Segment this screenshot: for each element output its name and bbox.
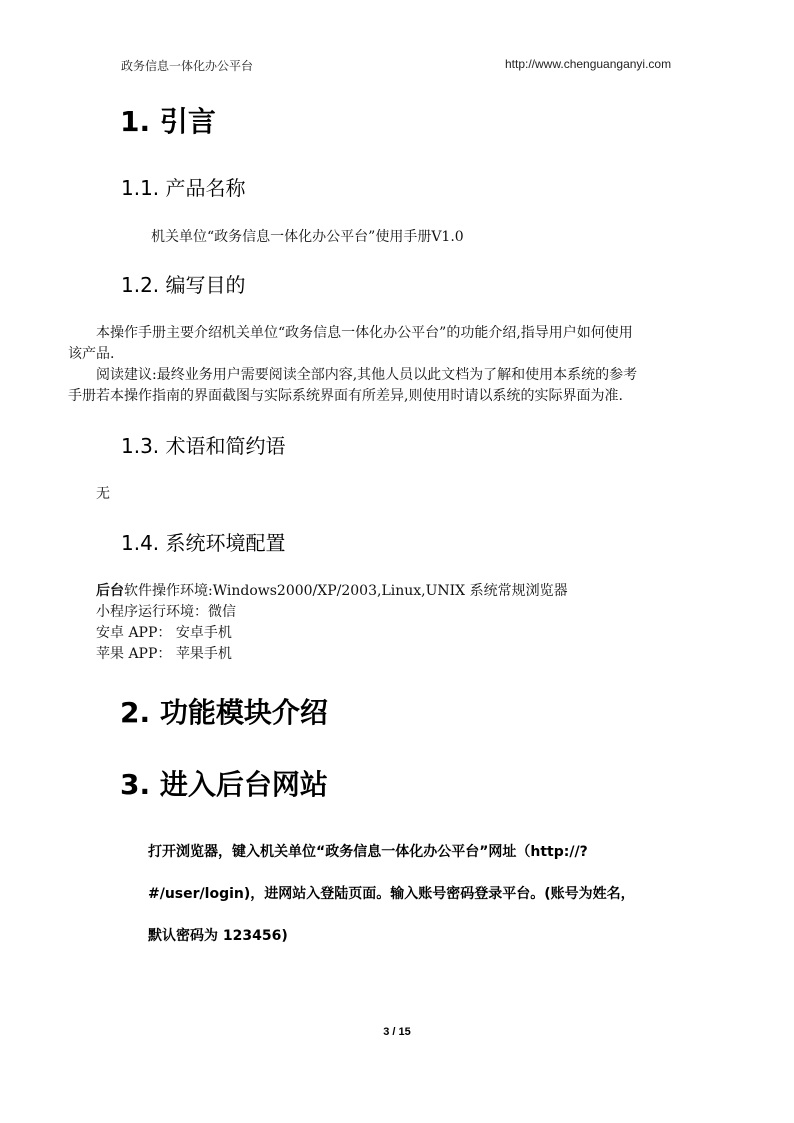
enter-site-line-1: 打开浏览器，键入机关单位“政务信息一体化办公平台”网址（http://? xyxy=(148,844,588,860)
header-url: http://www.chenguanganyi.com xyxy=(505,57,672,71)
environment-line-4: 苹果 APP： 苹果手机 xyxy=(96,646,232,662)
environment-backend-text: 软件操作环境:Windows2000/XP/2003,Linux,UNIX 系统常规浏览器 xyxy=(124,583,568,599)
heading-introduction: 1. 引言 xyxy=(120,105,216,138)
purpose-line-4: 手册若本操作指南的界面截图与实际系统界面有所差异,则使用时请以系统的实际界面为准. xyxy=(68,388,623,404)
header-title: 政务信息一体化办公平台 xyxy=(121,59,254,73)
heading-enter-site: 3. 进入后台网站 xyxy=(120,768,328,801)
page-number: 3 / 15 xyxy=(383,1026,411,1038)
environment-line-3: 安卓 APP： 安卓手机 xyxy=(96,625,232,641)
product-name-text: 机关单位“政务信息一体化办公平台”使用手册V1.0 xyxy=(151,229,464,245)
heading-environment: 1.4. 系统环境配置 xyxy=(121,531,286,555)
purpose-line-3: 阅读建议:最终业务用户需要阅读全部内容,其他人员以此文档为了解和使用本系统的参考 xyxy=(96,367,638,383)
enter-site-line-3: 默认密码为 123456) xyxy=(148,928,288,944)
purpose-line-2: 该产品. xyxy=(68,346,115,362)
enter-site-line-2: #/user/login)，进网站入登陆页面。输入账号密码登录平台。(账号为姓名， xyxy=(148,886,635,902)
heading-modules: 2. 功能模块介绍 xyxy=(120,696,328,729)
heading-terms: 1.3. 术语和简约语 xyxy=(121,434,286,458)
environment-backend-label: 后台 xyxy=(96,583,124,599)
heading-product-name: 1.1. 产品名称 xyxy=(121,176,246,200)
purpose-line-1: 本操作手册主要介绍机关单位“政务信息一体化办公平台”的功能介绍,指导用户如何使用 xyxy=(96,325,633,341)
environment-line-2: 小程序运行环境：微信 xyxy=(96,604,236,620)
environment-line-1 xyxy=(96,584,568,598)
terms-text: 无 xyxy=(96,486,110,502)
heading-purpose: 1.2. 编写目的 xyxy=(121,273,246,297)
